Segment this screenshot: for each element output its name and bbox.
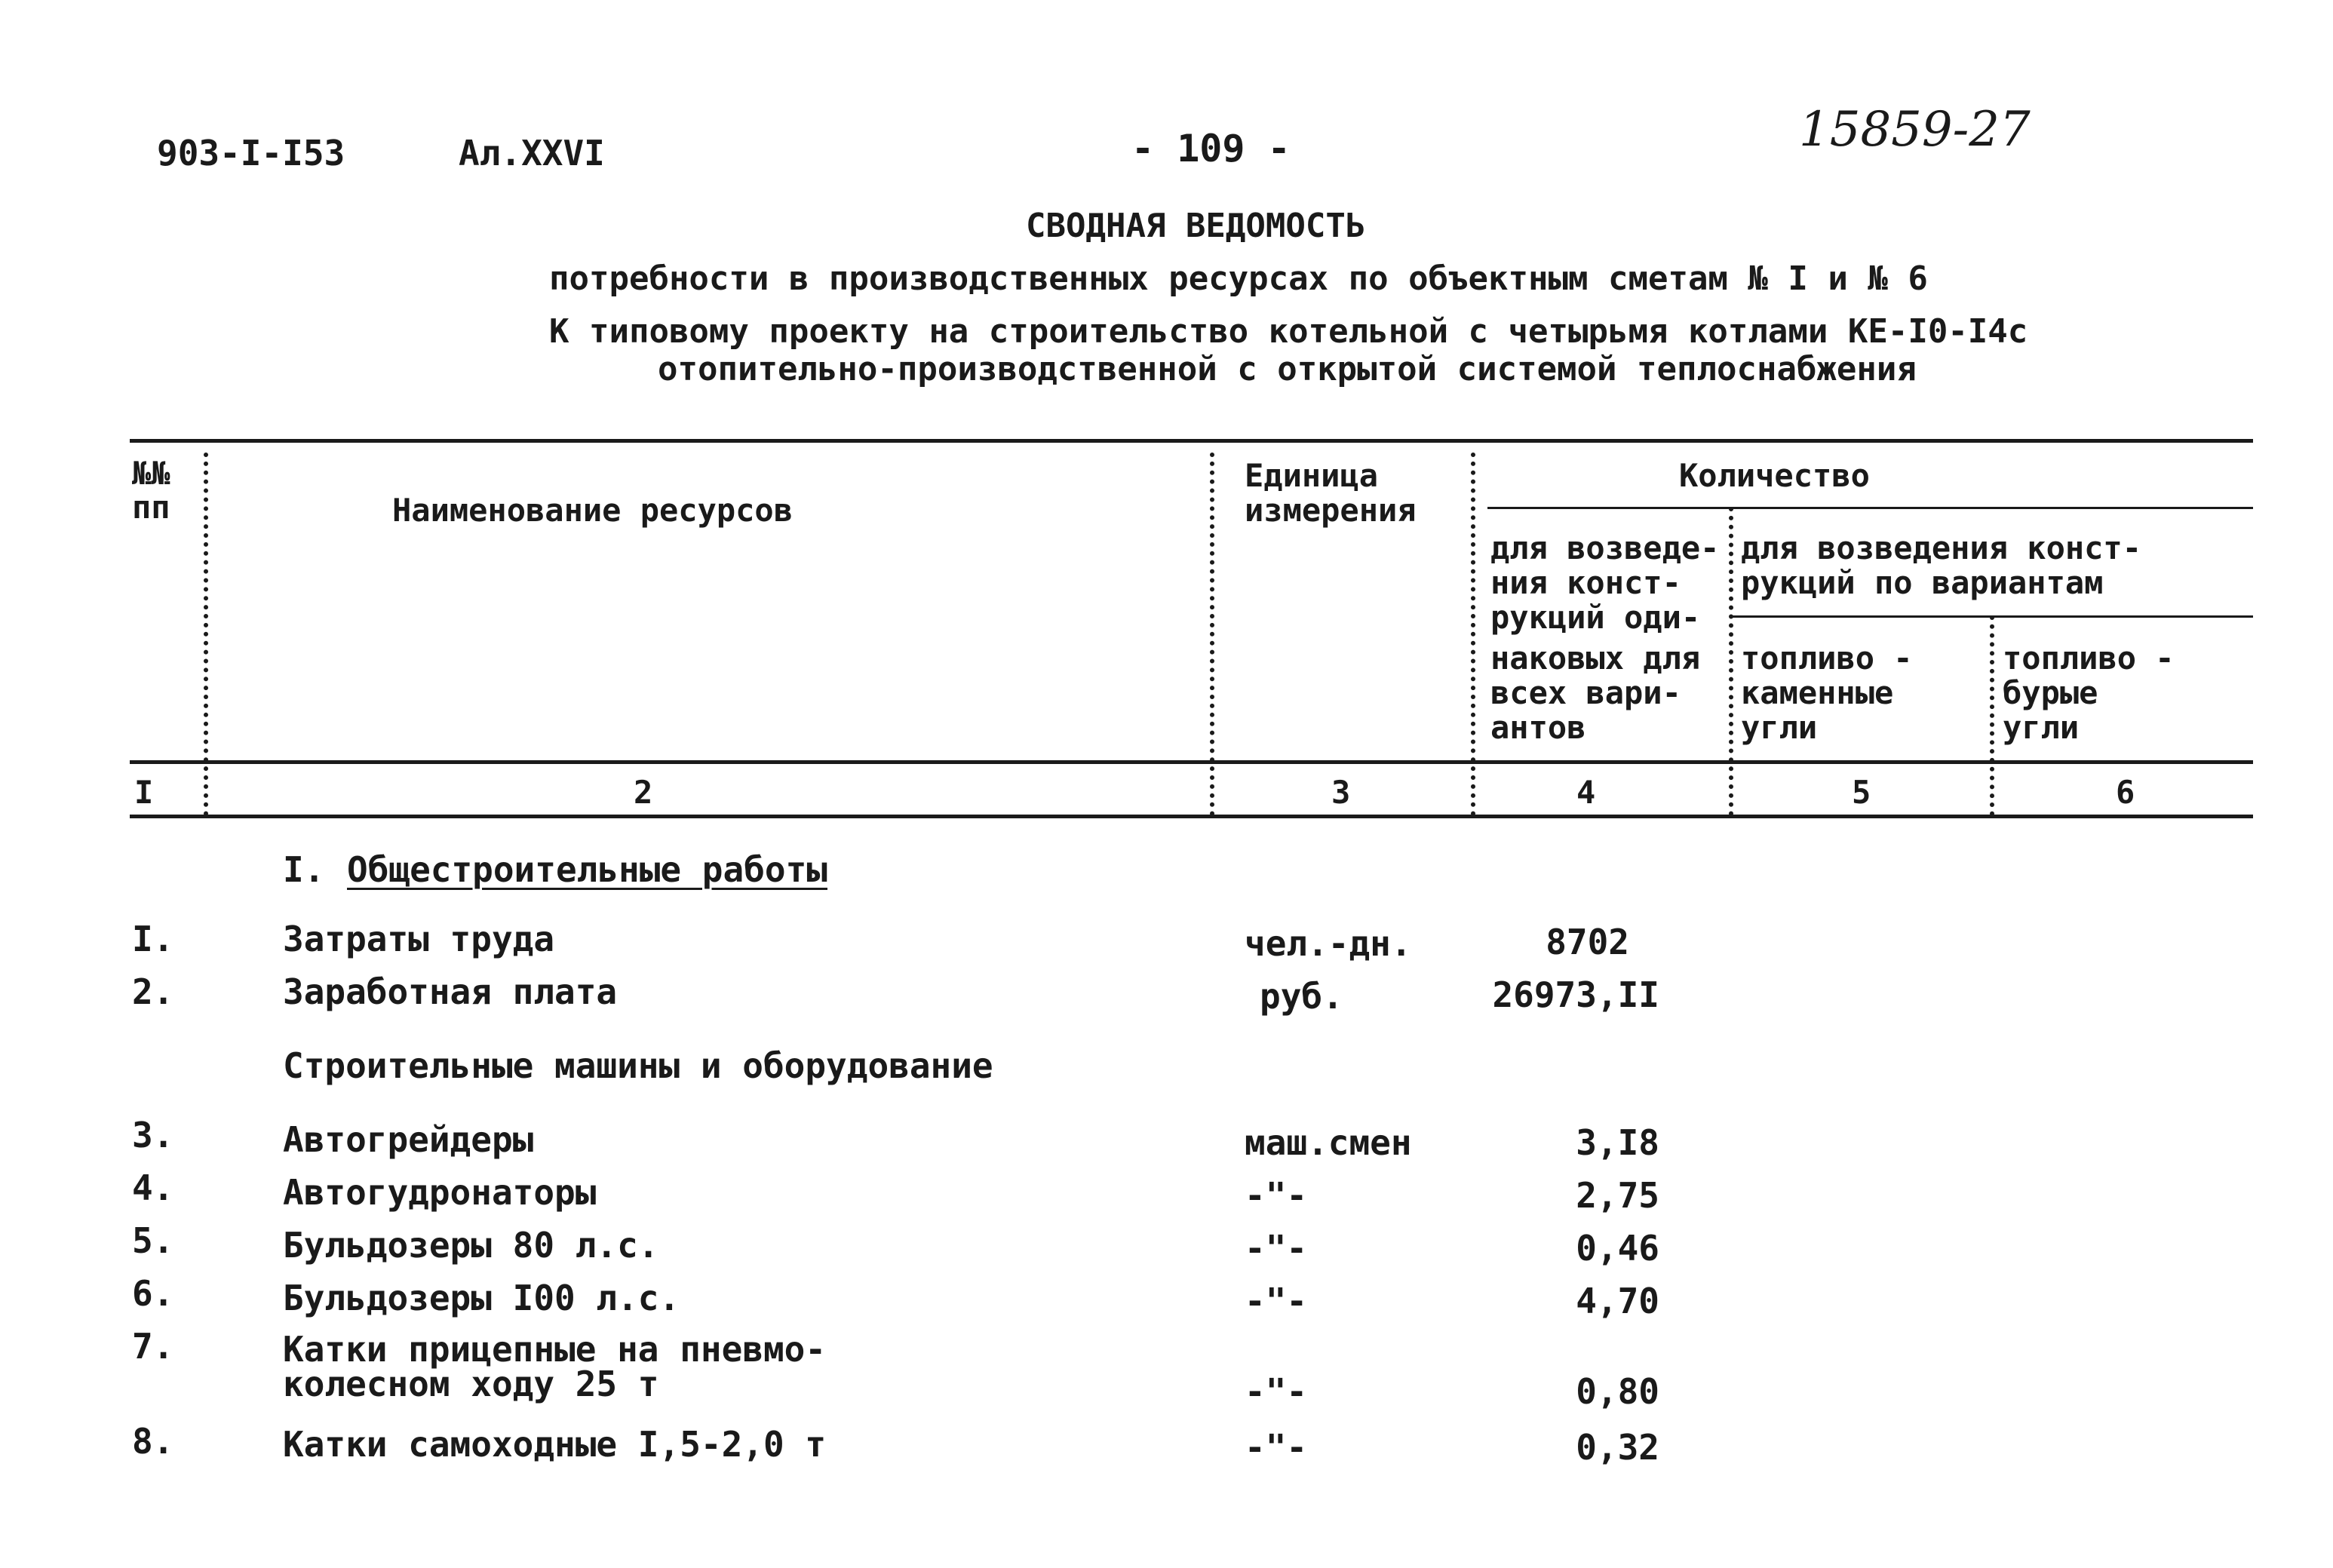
variants-header-2: рукций по вариантам [1741, 564, 2104, 601]
row-value: 26973,II [1492, 974, 1659, 1015]
handwritten-number: 15859-27 [1799, 102, 2031, 158]
row-value: 2,75 [1576, 1175, 1659, 1216]
col-4-header-2: ния конст- [1490, 564, 1681, 601]
col-number-2: 2 [634, 774, 653, 811]
row-number: 5. [132, 1220, 174, 1261]
col-4-header-3: рукций оди- [1490, 599, 1701, 636]
col-number-1: I [134, 774, 154, 811]
row-value: 0,46 [1576, 1228, 1659, 1269]
row-unit: -"- [1245, 1175, 1308, 1216]
title-line-3: отопительно-производственной с открытой системой теплоснабжения [658, 350, 1917, 388]
row-number: 8. [132, 1421, 174, 1462]
row-number: 4. [132, 1168, 174, 1208]
row-unit: руб. [1260, 976, 1343, 1017]
sheet-label: Ал.XXVI [459, 133, 605, 173]
title-line-1: потребности в производственных ресурсах по объектным сметам № I и № 6 [549, 259, 1928, 298]
col-6-header-2: бурые [2003, 674, 2098, 711]
row-unit: маш.смен [1245, 1122, 1412, 1163]
col-5-header-2: каменные [1741, 674, 1894, 711]
row-number: 2. [132, 971, 174, 1012]
col-name-header: Наименование ресурсов [392, 492, 794, 529]
row-name: Заработная плата [283, 971, 618, 1012]
document-title: СВОДНАЯ ВЕДОМОСТЬ [1026, 207, 1366, 245]
row-value: 8702 [1546, 922, 1629, 962]
row-unit: чел.-дн. [1245, 923, 1412, 964]
subsection-title: Строительные машины и оборудование [283, 1045, 993, 1086]
row-name: Бульдозеры 80 л.с. [283, 1225, 659, 1266]
col-number-5: 5 [1852, 774, 1871, 811]
section-number: I. [283, 849, 325, 890]
row-number: 3. [132, 1115, 174, 1155]
row-name: Затраты труда [283, 919, 555, 959]
col-number-4: 4 [1576, 774, 1596, 811]
col-4-header-4: наковых для [1490, 640, 1701, 677]
col-number-3: 3 [1331, 774, 1351, 811]
row-value: 0,80 [1576, 1371, 1659, 1412]
page-number: - 109 - [1131, 127, 1291, 170]
row-unit: -"- [1245, 1281, 1308, 1321]
col-number-header-1: №№ [132, 455, 170, 492]
title-line-2: К типовому проекту на строительство котельной с четырьмя котлами КЕ-I0-I4с [549, 312, 2028, 351]
col-5-header-1: топливо - [1741, 640, 1913, 677]
document-code: 903-I-I53 [157, 133, 345, 173]
row-unit: -"- [1245, 1228, 1308, 1269]
row-number: 7. [132, 1326, 174, 1367]
row-name: Автогудронаторы [283, 1172, 597, 1213]
section-title: Общестроительные работы [347, 849, 827, 890]
col-number-6: 6 [2116, 774, 2135, 811]
row-value: 0,32 [1576, 1427, 1659, 1468]
col-number-header-2: пп [132, 489, 170, 526]
col-4-header-6: антов [1490, 709, 1586, 746]
row-value: 3,I8 [1576, 1122, 1659, 1163]
col-5-header-3: угли [1741, 709, 1818, 746]
col-6-header-3: угли [2003, 709, 2080, 746]
col-4-header-1: для возведе- [1490, 529, 1720, 566]
row-unit: -"- [1245, 1427, 1308, 1468]
col-unit-header-1: Единица [1245, 457, 1379, 494]
row-name: Катки прицепные на пневмо- [283, 1329, 827, 1370]
row-name: Бульдозеры I00 л.с. [283, 1278, 680, 1318]
variants-header-1: для возведения конст- [1741, 529, 2142, 566]
row-number: I. [132, 919, 174, 959]
col-6-header-1: топливо - [2003, 640, 2175, 677]
row-unit: -"- [1245, 1371, 1308, 1412]
row-number: 6. [132, 1273, 174, 1314]
quantity-header: Количество [1679, 457, 1870, 494]
row-name: Катки самоходные I,5-2,0 т [283, 1424, 827, 1465]
row-name: Автогрейдеры [283, 1119, 534, 1160]
col-4-header-5: всех вари- [1490, 674, 1681, 711]
row-value: 4,70 [1576, 1281, 1659, 1321]
row-name-continued: колесном ходу 25 т [283, 1364, 659, 1404]
col-unit-header-2: измерения [1245, 492, 1417, 529]
